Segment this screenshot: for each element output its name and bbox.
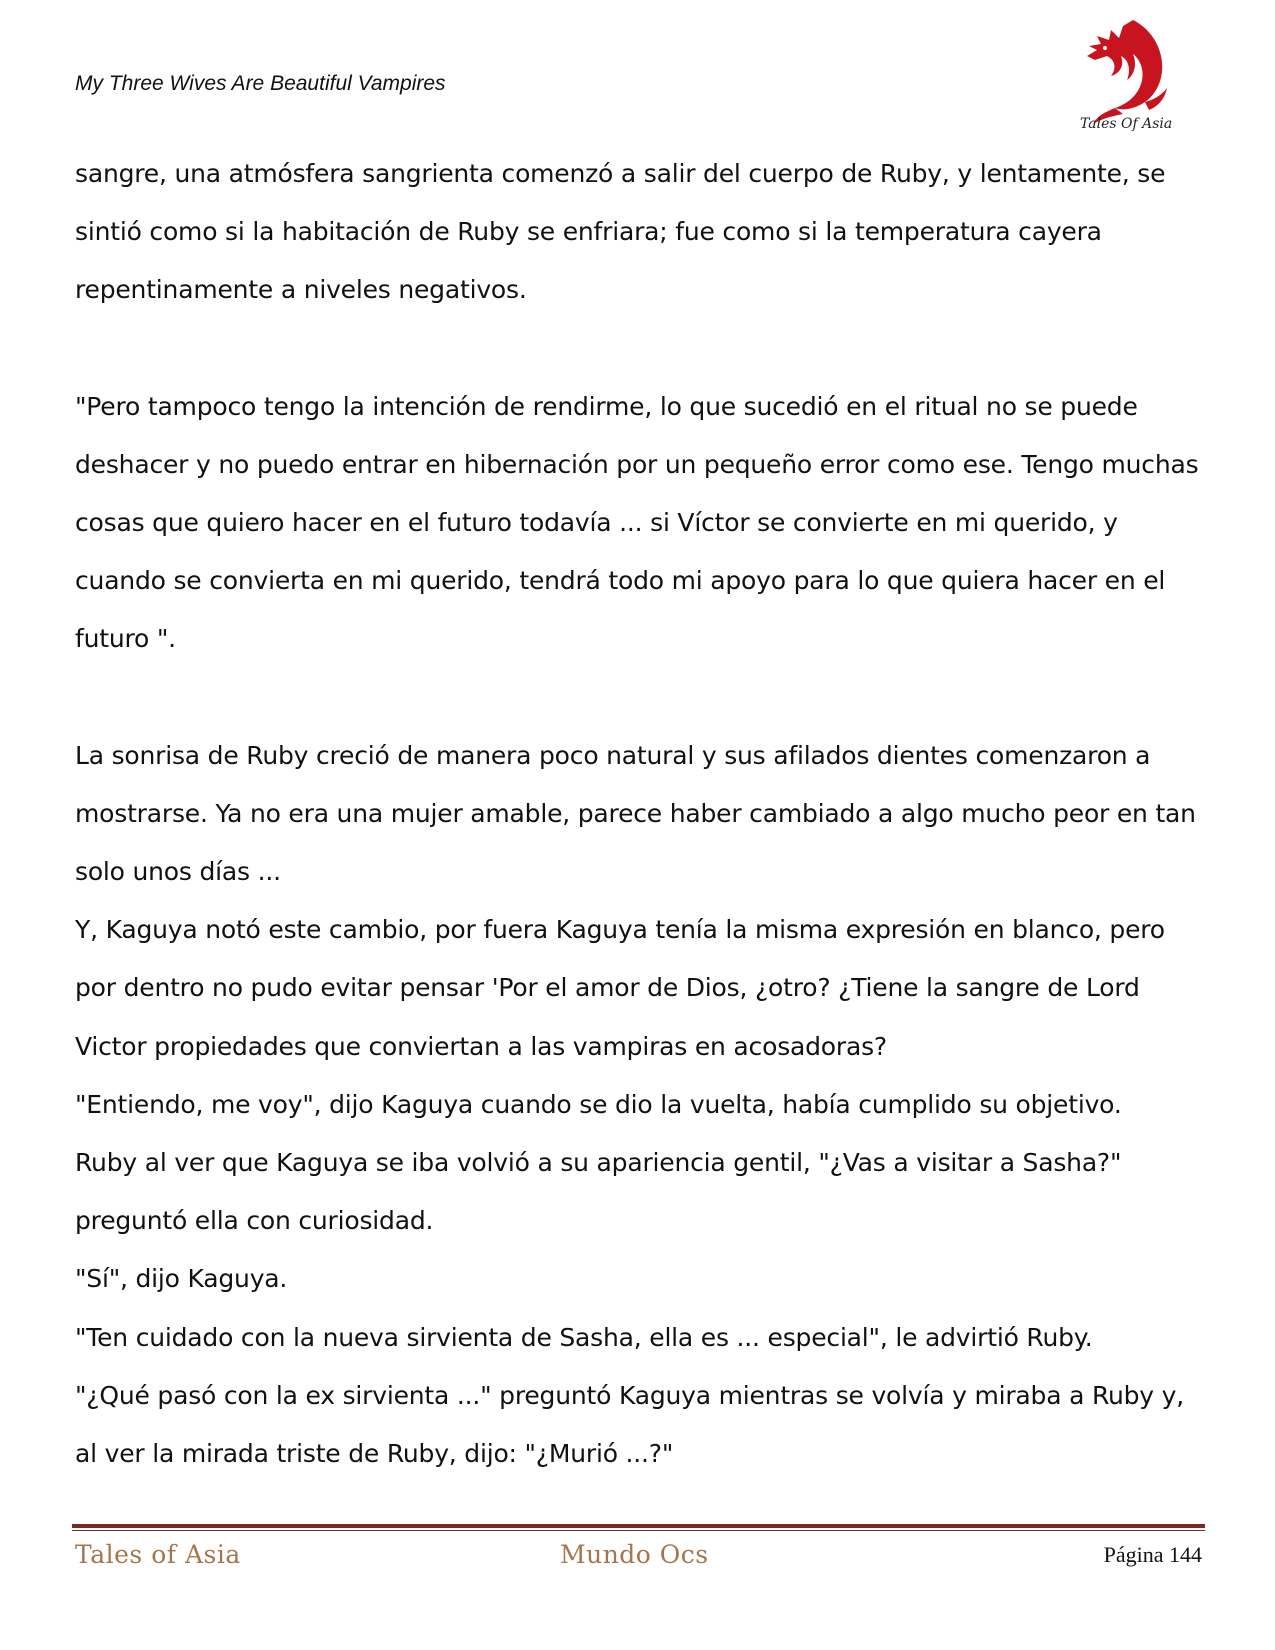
header-title: My Three Wives Are Beautiful Vampires	[75, 72, 446, 95]
paragraph: La sonrisa de Ruby creció de manera poco natural y sus afilados dientes comenzaron a mostrarse. Ya no era una mujer amable, parece haber cambiado a algo mucho peor en tan solo unos días ...	[75, 740, 1196, 887]
page-number: Página 144	[1103, 1542, 1202, 1567]
paragraph: Y, Kaguya notó este cambio, por fuera Kaguya tenía la misma expresión en blanco, pero por dentro no pudo evitar pensar 'Por el amor de Dios, ¿otro? ¿Tiene la sangre de Lord Victor propiedades que conviertan a las vampiras en acosadoras?	[75, 915, 1165, 1061]
body-text	[75, 145, 1205, 1483]
paragraph: sangre, una atmósfera sangrienta comenzó a salir del cuerpo de Ruby, y lentamente, se sintió como si la habitación de Ruby se enfriara; fue como si la temperatura cayera repentinamente a niveles negativos.	[75, 159, 1166, 305]
logo-caption: Tales Of Asia	[1080, 116, 1173, 132]
paragraph: "¿Qué pasó con la ex sirvienta ..." preguntó Kaguya mientras se volvía y miraba a Ruby y, al ver la mirada triste de Ruby, dijo: "¿Murió ...?"	[75, 1380, 1184, 1469]
footer-rule-thin	[72, 1530, 1205, 1531]
footer-translator: Mundo Ocs	[560, 1540, 709, 1569]
paragraph: "Pero tampoco tengo la intención de rendirme, lo que sucedió en el ritual no se puede deshacer y no puedo entrar en hibernación por un pequeño error como ese. Tengo muchas cosas que quiero hacer en el futuro todavía ... si Víctor se convierte en mi querido, y cuando se convierta en mi querido, tendrá todo mi apoyo para lo que quiera hacer en el futuro ".	[75, 391, 1199, 654]
paragraph: Ruby al ver que Kaguya se iba volvió a su apariencia gentil, "¿Vas a visitar a Sasha?" preguntó ella con curiosidad.	[75, 1148, 1122, 1236]
paragraph: "Sí", dijo Kaguya.	[75, 1264, 288, 1294]
footer-rule	[72, 1524, 1205, 1528]
paragraph: "Entiendo, me voy", dijo Kaguya cuando se dio la vuelta, había cumplido su objetivo.	[75, 1089, 1122, 1119]
footer-publisher: Tales of Asia	[75, 1540, 241, 1569]
paragraph: "Ten cuidado con la nueva sirvienta de Sasha, ella es ... especial", le advirtió Ruby.	[75, 1322, 1093, 1352]
